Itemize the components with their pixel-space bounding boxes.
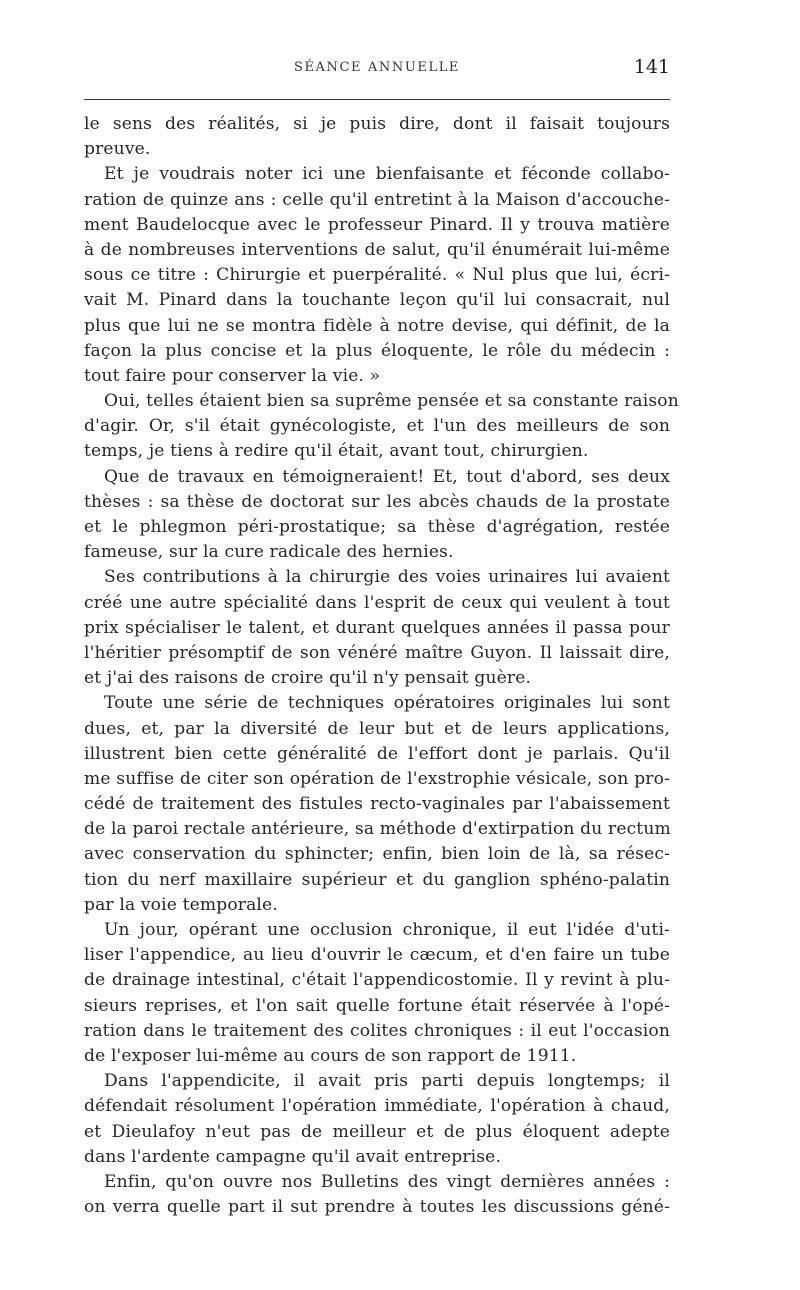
text-line: dans l'ardente campagne qu'il avait entreprise. <box>84 1146 502 1167</box>
text-line: Enfin, qu'on ouvre nos Bulletins des vingt dernières années : <box>104 1171 670 1192</box>
header-rule <box>84 99 670 100</box>
text-line: d'agir. Or, s'il était gynécologiste, et l'un des meilleurs de son <box>84 416 670 437</box>
running-head <box>84 56 670 84</box>
page-number: 141 <box>633 56 670 78</box>
text-line: illustrent bien cette généralité de l'effort dont je parlais. Qu'il <box>84 743 670 764</box>
text-line: fameuse, sur la cure radicale des hernies. <box>84 542 454 563</box>
text-line: Ses contributions à la chirurgie des voies urinaires lui avaient <box>104 567 670 588</box>
text-line: thèses : sa thèse de doctorat sur les abcès chauds de la prostate <box>84 491 670 512</box>
text-line: sieurs reprises, et l'on sait quelle fortune était réservée à l'opé- <box>84 995 670 1016</box>
text-line: de drainage intestinal, c'était l'appendicostomie. Il y revint à plu- <box>84 970 670 991</box>
text-line: cédé de traitement des fistules recto-vaginales par l'abaissement <box>84 794 670 815</box>
text-line: Et je voudrais noter ici une bienfaisante et féconde collabo- <box>104 164 670 185</box>
text-line: tout faire pour conserver la vie. » <box>84 365 381 386</box>
text-line: Toute une série de techniques opératoires originales lui sont <box>104 693 670 714</box>
body-text <box>84 112 679 1220</box>
text-line: et le phlegmon péri-prostatique; sa thèse d'agrégation, restée <box>84 517 670 537</box>
text-line: et Dieulafoy n'eut pas de meilleur et de plus éloquent adepte <box>84 1121 670 1142</box>
text-line: preuve. <box>84 139 151 160</box>
running-title: SÉANCE ANNUELLE <box>293 60 461 75</box>
text-line: vait M. Pinard dans la touchante leçon qu'il lui consacrait, nul <box>84 290 670 311</box>
text-line: Dans l'appendicite, il avait pris parti depuis longtemps; il <box>104 1071 670 1092</box>
text-line: prix spécialiser le talent, et durant quelques années il passa pour <box>84 617 670 638</box>
text-line: façon la plus concise et la plus éloquente, le rôle du médecin : <box>84 340 670 361</box>
text-line: dues, et, par la diversité de leur but et de leurs applications, <box>84 718 670 739</box>
text-line: avec conservation du sphincter; enfin, bien loin de là, sa résec- <box>84 844 670 865</box>
text-line: à de nombreuses interventions de salut, qu'il énumérait lui-même <box>84 239 670 260</box>
text-line: l'héritier présomptif de son vénéré maître Guyon. Il laissait dire, <box>84 642 670 663</box>
text-line: ration de quinze ans : celle qu'il entretint à la Maison d'accouche- <box>84 189 670 210</box>
text-line: me suffise de citer son opération de l'exstrophie vésicale, son pro- <box>84 768 670 789</box>
text-line: créé une autre spécialité dans l'esprit de ceux qui veulent à tout <box>84 592 670 613</box>
text-line: de la paroi rectale antérieure, sa méthode d'extirpation du rectum <box>84 819 671 840</box>
text-line: sous ce titre : Chirurgie et puerpéralité. « Nul plus que lui, écri- <box>84 265 670 286</box>
text-line: Un jour, opérant une occlusion chronique, il eut l'idée d'uti- <box>104 920 670 940</box>
text-line: le sens des réalités, si je puis dire, dont il faisait toujours <box>84 114 670 134</box>
text-line: tion du nerf maxillaire supérieur et du ganglion sphéno-palatin <box>84 869 670 890</box>
text-line: défendait résolument l'opération immédiate, l'opération à chaud, <box>84 1096 670 1117</box>
text-line: liser l'appendice, au lieu d'ouvrir le cæcum, et d'en faire un tube <box>84 945 670 966</box>
text-line: Que de travaux en témoigneraient! Et, tout d'abord, ses deux <box>104 466 670 487</box>
text-line: de l'exposer lui-même au cours de son rapport de 1911. <box>84 1045 577 1066</box>
text-line: Oui, telles étaient bien sa suprême pensée et sa constante raison <box>104 391 679 412</box>
text-line: ment Baudelocque avec le professeur Pinard. Il y trouva matière <box>84 214 670 235</box>
text-line: plus que lui ne se montra fidèle à notre devise, qui définit, de la <box>84 315 670 336</box>
text-line: et j'ai des raisons de croire qu'il n'y pensait guère. <box>84 668 532 689</box>
text-line: par la voie temporale. <box>84 894 278 915</box>
text-line: temps, je tiens à redire qu'il était, avant tout, chirurgien. <box>84 441 589 462</box>
text-line: ration dans le traitement des colites chroniques : il eut l'occasion <box>84 1020 670 1041</box>
text-line: on verra quelle part il sut prendre à toutes les discussions géné- <box>84 1197 670 1218</box>
